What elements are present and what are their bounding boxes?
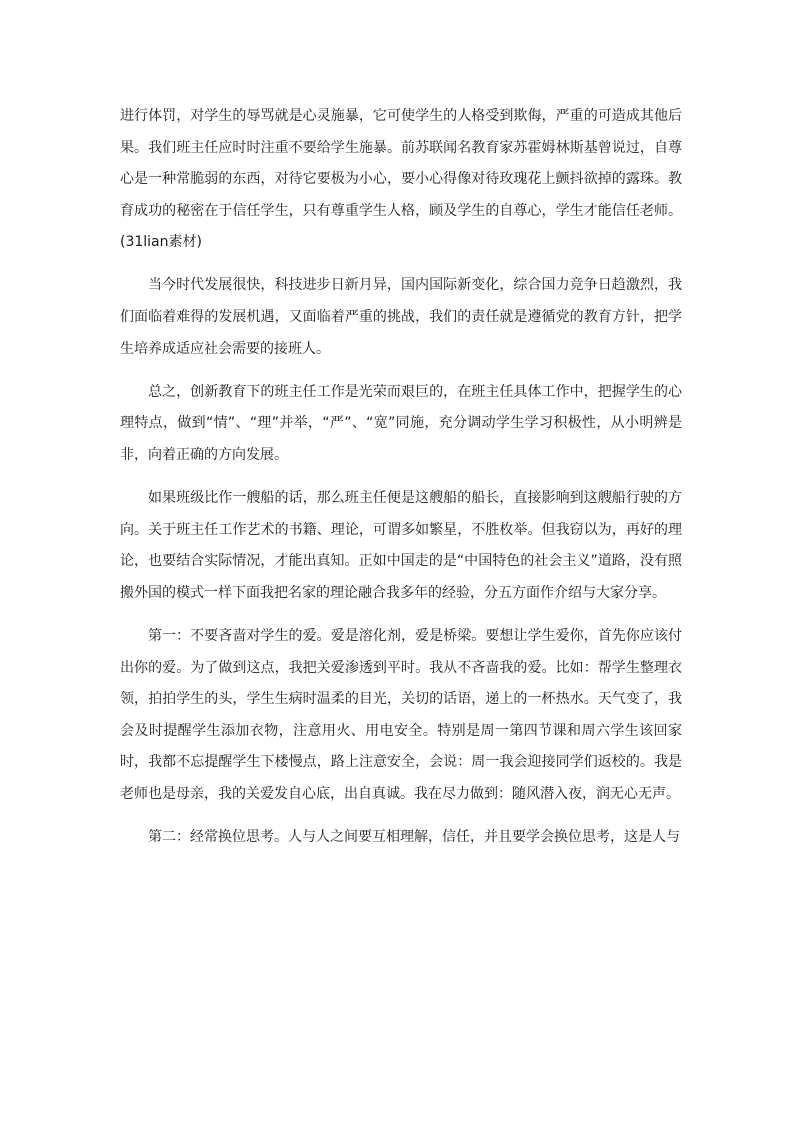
paragraph-4: 如果班级比作一艘船的话，那么班主任便是这艘船的船长，直接影响到这艘船行驶的方向。关于班主任工作艺术的书籍、理论，可谓多如繁星，不胜枚举。但我窃以为，再好的理论，也要结合实际情况，才能出真知。正如中国走的是“中国特色的社会主义”道路，没有照搬外国的模式一样下面我把名家的理论融合我多年的经验，分五方面作介绍与大家分享。 [120, 490, 682, 601]
paragraph-1: 进行体罚，对学生的辱骂就是心灵施暴，它可使学生的人格受到欺侮，严重的可造成其他后果。我们班主任应时时注重不要给学生施暴。前苏联闻名教育家苏霍姆林斯基曾说过，自尊心是一种常脆弱的东西，对待它要极为小心，要小心得像对待玫瑰花上颤抖欲掉的露珠。教育成功的秘密在于信任学生，只有尊重学生人格，顾及学生的自尊心，学生才能信任老师。(31lian素材) [120, 108, 682, 251]
paragraph-3: 总之，创新教育下的班主任工作是光荣而艰巨的，在班主任具体工作中，把握学生的心理特点，做到“情”、“理”并举，“严”、“宽”同施，充分调动学生学习积极性，从小明辨是非，向着正确的方向发展。 [120, 383, 682, 463]
paragraph-5: 第一：不要吝啬对学生的爱。爱是溶化剂，爱是桥梁。要想让学生爱你，首先你应该付出你的爱。为了做到这点，我把关爱渗透到平时。我从不吝啬我的爱。比如：帮学生整理衣领，拍拍学生的头，学生生病时温柔的目光，关切的话语，递上的一杯热水。天气变了，我会及时提醒学生添加衣物，注意用火、用电安全。特别是周一第四节课和周六学生该回家时，我都不忘提醒学生下楼慢点，路上注意安全，会说：周一我会迎接同学们返校的。我是老师也是母亲，我的关爱发自心底，出自真诚。我在尽力做到：随风潜入夜，润无心无声。 [120, 627, 682, 802]
paragraph-6: 第二：经常换位思考。人与人之间要互相理解，信任，并且要学会换位思考，这是人与 [148, 828, 680, 845]
document-body [120, 101, 682, 865]
paragraph-2: 当今时代发展很快，科技进步日新月异，国内国际新变化，综合国力竞争日趋激烈，我们面临着难得的发展机遇，又面临着严重的挑战，我们的责任就是遵循党的教育方针，把学生培养成适应社会需要的接班人。 [120, 277, 682, 357]
